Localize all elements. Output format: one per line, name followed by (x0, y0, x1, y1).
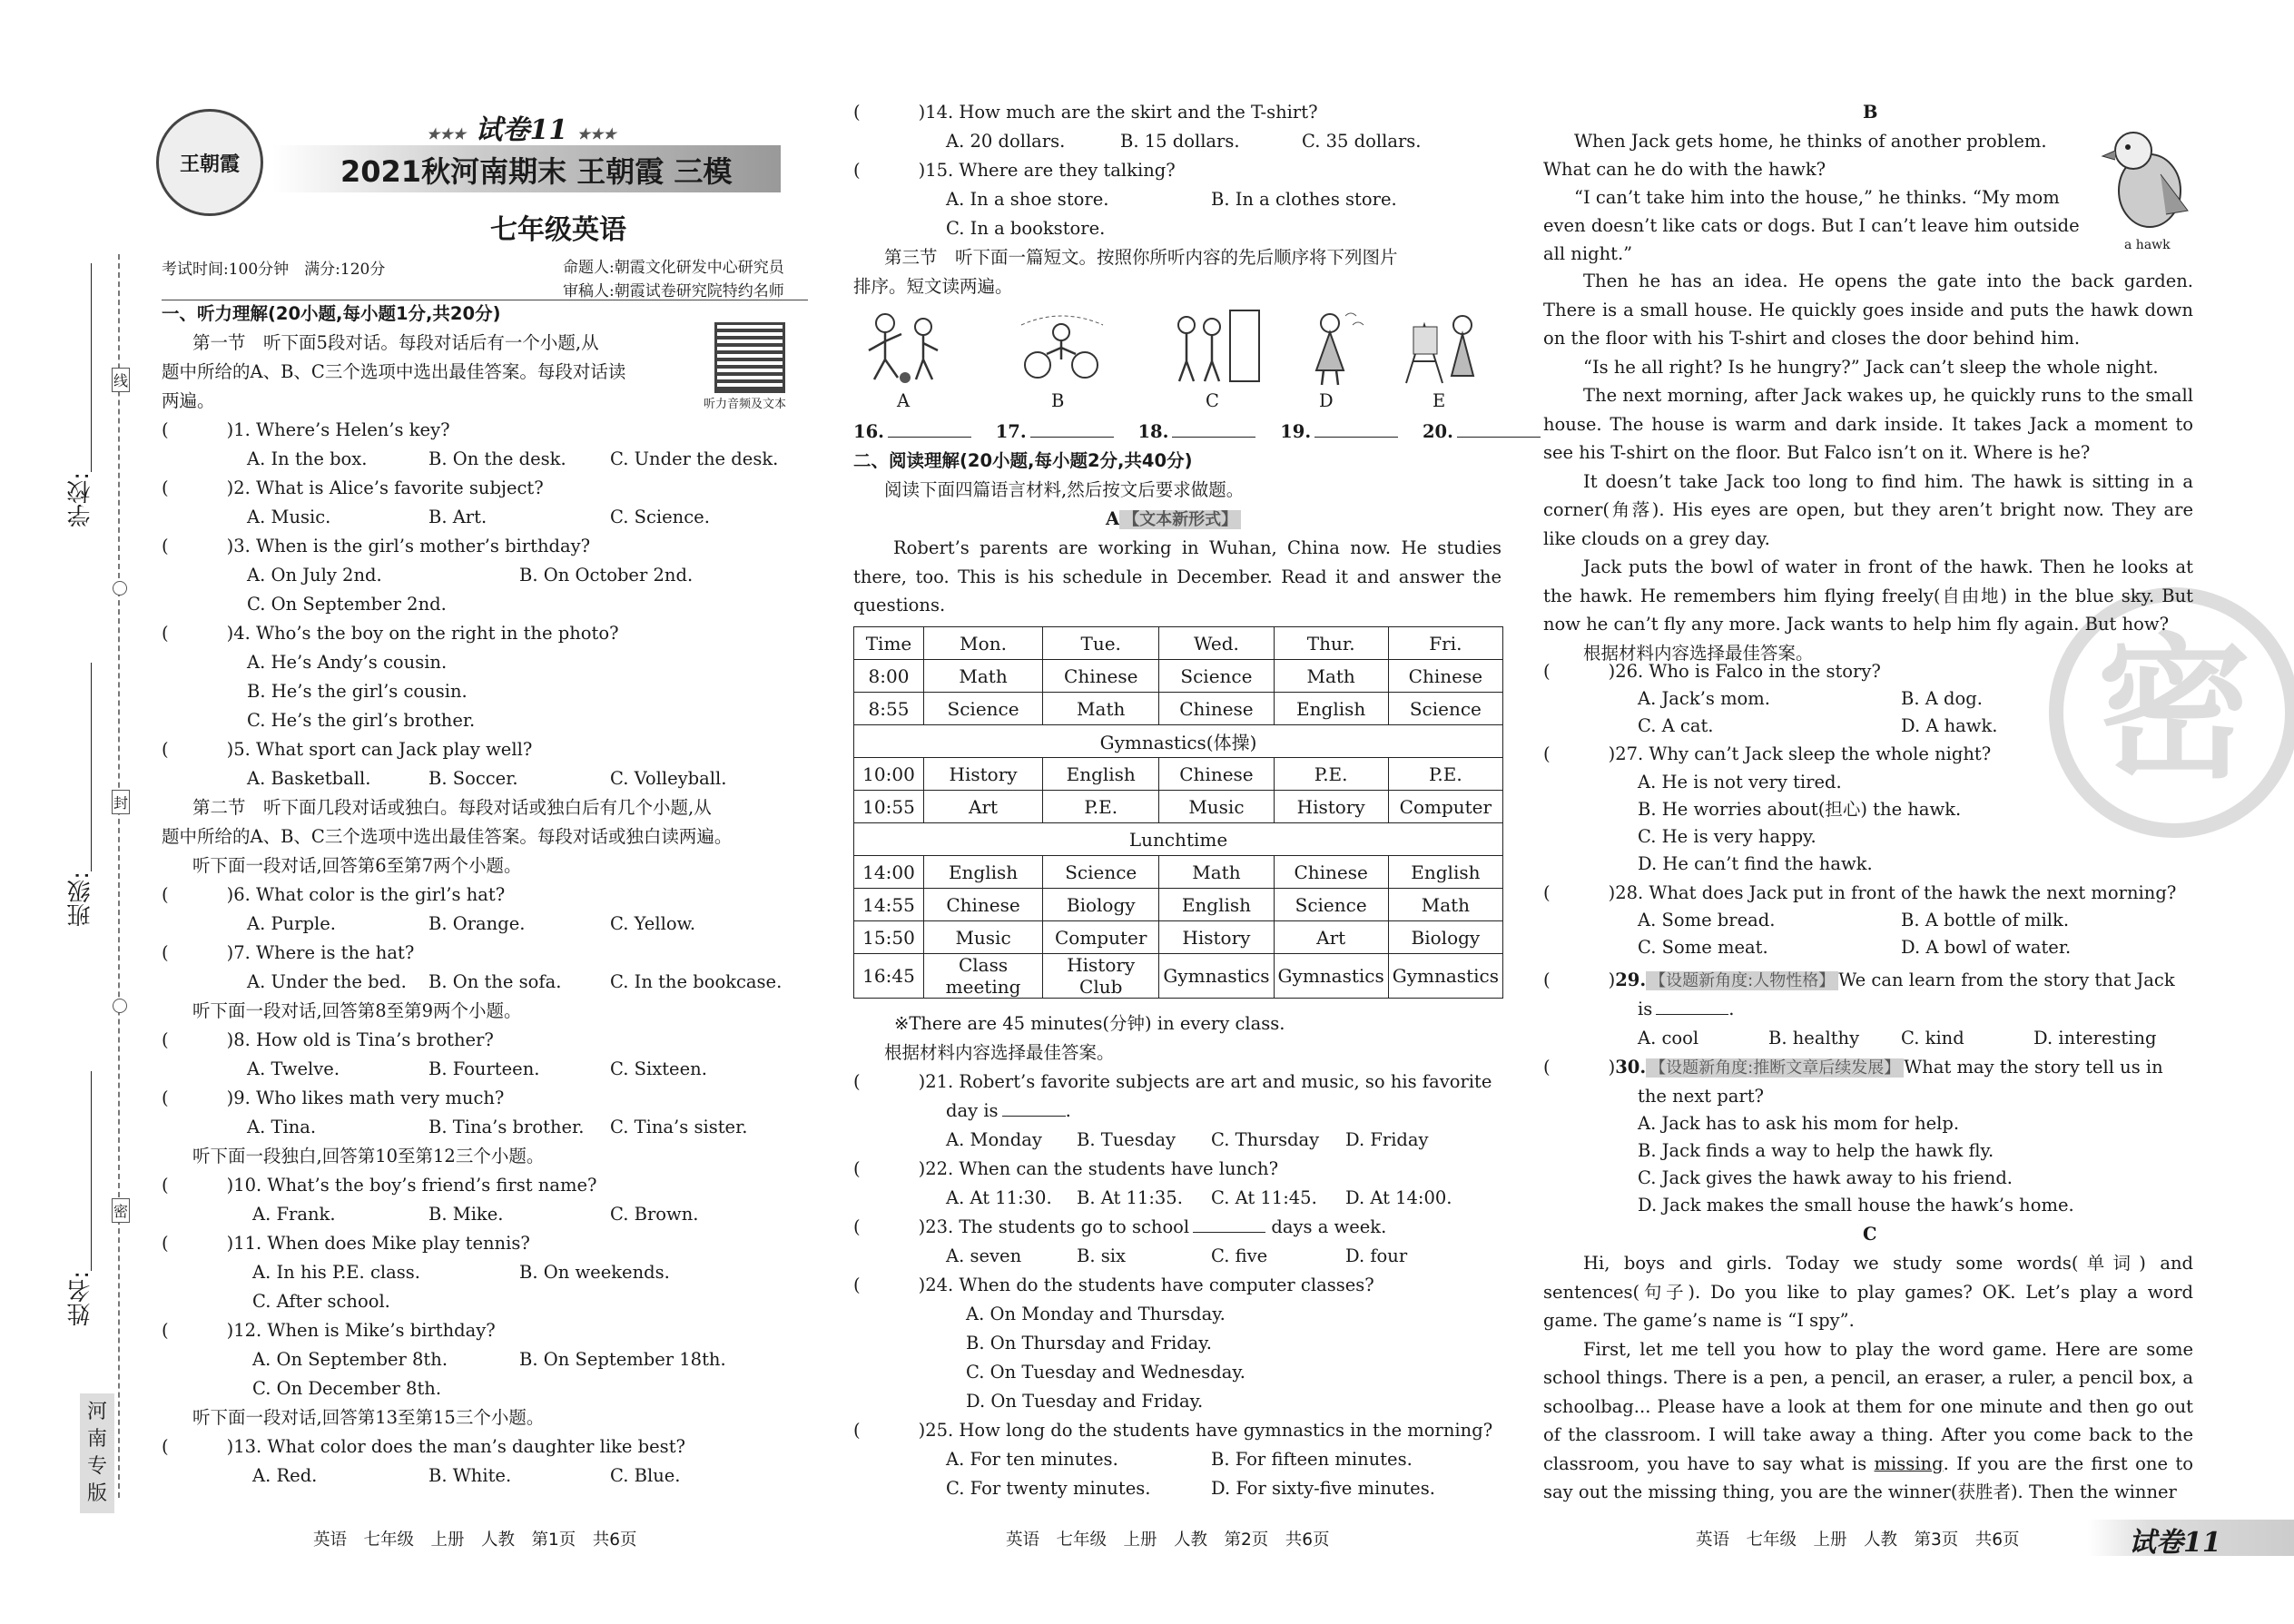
option: D. A hawk. (1901, 715, 1998, 736)
option: B. Mike. (428, 1204, 504, 1225)
table-cell: Chinese (1159, 758, 1274, 791)
option: A. Purple. (247, 913, 336, 934)
option: A. Tina. (247, 1117, 317, 1137)
sec2-intro: 题中所给的A、B、C三个选项中选出最佳答案。每段对话或独白读两遍。 (162, 826, 733, 847)
table-cell: Gymnastics (1274, 954, 1388, 999)
seal-char: 封 (112, 790, 130, 814)
brand-logo: 王朝霞 (156, 109, 263, 216)
option: A. Jack’s mom. (1638, 688, 1770, 709)
instruction: 根据材料内容选择最佳答案。 (1583, 642, 1814, 664)
table-header: Thur. (1274, 627, 1388, 660)
option: C. A cat. (1638, 715, 1714, 736)
option: A. cool (1638, 1028, 1699, 1048)
option: C. In the bookcase. (610, 971, 783, 992)
sec1-intro: 第一节 听下面5段对话。每段对话后有一个小题,从 (192, 332, 599, 353)
option: B. Soccer. (428, 768, 518, 789)
option: B. 15 dollars. (1120, 131, 1240, 152)
option: B. On September 18th. (519, 1349, 726, 1370)
option: D. A bowl of water. (1901, 937, 2072, 958)
table-cell: Class meeting (924, 954, 1043, 999)
exam-title: 2021秋河南期末 王朝霞 三模 (340, 154, 733, 189)
option: C. In a bookstore. (946, 218, 1106, 239)
question-3: ( )3. When is the girl’s mother’s birthday? (162, 536, 591, 556)
option: C. Volleyball. (610, 768, 727, 789)
option: B. On the desk. (428, 448, 566, 469)
qr-caption: 听力音频及文本 (704, 398, 787, 411)
option: A. Frank. (252, 1204, 336, 1225)
table-cell: Science (924, 693, 1043, 725)
question-26: ( )26. Who is Falco in the story? (1543, 661, 1881, 682)
table-cell: Math (1159, 856, 1274, 889)
option: C. At 11:45. (1211, 1187, 1317, 1208)
picture-label-c: C (1206, 390, 1219, 411)
option: A. Jack has to ask his mom for help. (1638, 1113, 1960, 1134)
option: B. On Thursday and Friday. (966, 1333, 1212, 1353)
part2-intro: 阅读下面四篇语言材料,然后按文后要求做题。 (884, 479, 1245, 500)
option: C. 35 dollars. (1302, 131, 1422, 152)
question-30-cont: the next part? (1638, 1086, 1764, 1107)
option: C. five (1211, 1245, 1268, 1266)
table-cell: English (1159, 889, 1274, 921)
option: B. In a clothes store. (1211, 189, 1397, 210)
option: D. four (1345, 1245, 1408, 1266)
table-cell: English (1274, 693, 1388, 725)
table-cell: Math (924, 660, 1043, 693)
passage-b-text: “I can’t take him into the house,” he thinks. “My mom (1574, 187, 2060, 208)
passage-c-label: C (1863, 1224, 1877, 1245)
option: B. On weekends. (519, 1262, 670, 1283)
option: C. Sixteen. (610, 1058, 707, 1079)
option: A. In a shoe store. (946, 189, 1109, 210)
passage-c-text: First, let me tell you how to play the word game. Here are some school things. There is a pen, a pencil, an eraser, a ruler, a pencil box, a schoolbag... Please have a look at them for one minute and then go out of the classroom. I will take away a thing. After you come back to the classroom, you have to say what is missing. If you are the first one to say out the missing thing, you are the winner(获胜者). Then the winner (1543, 1338, 2193, 1502)
table-cell: English (924, 856, 1043, 889)
line-char: 线 (112, 368, 130, 392)
paper-number: ★★★ 试卷11 ★★★ (427, 114, 616, 146)
table-cell: Math (1043, 693, 1159, 725)
class-label: 班级: (67, 871, 94, 927)
table-cell: Art (1274, 921, 1388, 954)
exam-subtitle: 七年级英语 (490, 214, 626, 246)
question-29-cont: is . (1638, 999, 1735, 1019)
table-cell: Biology (1043, 889, 1159, 921)
sub-instruction: 听下面一段对话,回答第8至第9两个小题。 (192, 1000, 522, 1021)
option: A. He’s Andy’s cousin. (247, 652, 448, 673)
option: C. On September 2nd. (247, 594, 447, 615)
question-24: ( )24. When do the students have computer classes? (853, 1275, 1374, 1295)
option: B. On the sofa. (428, 971, 562, 992)
hawk-caption: a hawk (2124, 238, 2171, 252)
question-21-cont: day is . (946, 1100, 1071, 1121)
option: B. For fifteen minutes. (1211, 1449, 1413, 1470)
option: A. Some bread. (1638, 910, 1776, 930)
option: B. healthy (1768, 1028, 1860, 1048)
option: D. interesting (2033, 1028, 2157, 1048)
question-tag: 【设题新角度:人物性格】 (1646, 971, 1838, 990)
question-8: ( )8. How old is Tina’s brother? (162, 1029, 494, 1050)
option: C. On Tuesday and Wednesday. (966, 1362, 1245, 1383)
option: C. Yellow. (610, 913, 696, 934)
sec2-intro: 第二节 听下面几段对话或独白。每段对话或独白后有几个小题,从 (192, 797, 712, 818)
option: B. Orange. (428, 913, 526, 934)
question-13: ( )13. What color does the man’s daughter like best? (162, 1436, 685, 1457)
table-cell: Gymnastics(体操) (854, 725, 1503, 758)
option: A. On Monday and Thursday. (966, 1304, 1226, 1324)
sec3-intro: 第三节 听下面一篇短文。按照你所听内容的先后顺序将下列图片 (884, 247, 1398, 268)
table-cell: 14:00 (854, 856, 924, 889)
passage-b-text: What can he do with the hawk? (1543, 159, 1826, 180)
option: C. Some meat. (1638, 937, 1768, 958)
table-cell: Art (924, 791, 1043, 823)
question-14: ( )14. How much are the skirt and the T-shirt? (853, 102, 1318, 123)
table-cell: Chinese (1388, 660, 1502, 693)
table-cell: Computer (1043, 921, 1159, 954)
option: C. kind (1901, 1028, 1964, 1048)
option: A. For ten minutes. (946, 1449, 1118, 1470)
option: A. 20 dollars. (946, 131, 1066, 152)
question-5: ( )5. What sport can Jack play well? (162, 739, 533, 760)
option: A. In his P.E. class. (252, 1262, 420, 1283)
option: B. Art. (428, 507, 487, 527)
table-cell: 14:55 (854, 889, 924, 921)
name-label: 姓名: (67, 1271, 94, 1326)
question-21: ( )21. Robert’s favorite subjects are art and music, so his favorite (853, 1071, 1492, 1092)
passage-b-text: “Is he all right? Is he hungry?” Jack can’t sleep the whole night. (1583, 356, 2159, 378)
table-cell: Science (1388, 693, 1502, 725)
question-28: ( )28. What does Jack put in front of the hawk the next morning? (1543, 882, 2177, 903)
question-29: ( )29. 【设题新角度:人物性格】 We can learn from the story that Jack (1543, 969, 2175, 990)
option: C. After school. (252, 1291, 390, 1312)
option: C. Science. (610, 507, 710, 527)
table-cell: P.E. (1043, 791, 1159, 823)
instruction: 根据材料内容选择最佳答案。 (884, 1042, 1115, 1063)
sec1-intro: 两遍。 (162, 390, 215, 411)
option: D. For sixty-five minutes. (1211, 1478, 1435, 1499)
table-cell: Science (1159, 660, 1274, 693)
table-cell: 8:00 (854, 660, 924, 693)
order-blanks: 16. 17. 18. 19. 20. (853, 418, 1541, 447)
table-header: Time (854, 627, 924, 660)
sub-instruction: 听下面一段对话,回答第13至第15三个小题。 (192, 1407, 545, 1428)
picture-label-a: A (897, 390, 911, 411)
option: B. Fourteen. (428, 1058, 540, 1079)
option: A. In the box. (247, 448, 368, 469)
option: B. A dog. (1901, 688, 1983, 709)
sub-instruction: 听下面一段对话,回答第6至第7两个小题。 (192, 855, 522, 876)
picture-label-d: D (1319, 390, 1334, 411)
picture-label-e: E (1433, 390, 1446, 411)
passage-b-label: B (1863, 102, 1878, 123)
passage-a-label: A 【文本新形式】 (1106, 505, 1241, 535)
passage-b-text: When Jack gets home, he thinks of another problem. (1574, 131, 2047, 152)
option: A. Under the bed. (247, 971, 407, 992)
table-cell: P.E. (1274, 758, 1388, 791)
option: D. Friday (1345, 1129, 1429, 1150)
table-header: Tue. (1043, 627, 1159, 660)
table-cell: Music (924, 921, 1043, 954)
table-header: Mon. (924, 627, 1043, 660)
table-cell: Chinese (1274, 856, 1388, 889)
question-2: ( )2. What is Alice’s favorite subject? (162, 477, 544, 498)
setter: 命题人:朝霞文化研发中心研究员 (563, 259, 784, 277)
option: A. Music. (247, 507, 331, 527)
option: B. A bottle of milk. (1901, 910, 2070, 930)
option: A. Monday (946, 1129, 1042, 1150)
edition-badge: 河南专版 (80, 1393, 114, 1513)
table-cell: Science (1274, 889, 1388, 921)
option: A. At 11:30. (946, 1187, 1052, 1208)
sec1-intro: 题中所给的A、B、C三个选项中选出最佳答案。每段对话读 (162, 361, 626, 382)
option: D. He can’t find the hawk. (1638, 853, 1873, 874)
question-10: ( )10. What’s the boy’s friend’s first name? (162, 1175, 597, 1196)
option: D. At 14:00. (1345, 1187, 1452, 1208)
option: A. Basketball. (247, 768, 371, 789)
footer-page-1: 英语 七年级 上册 人教 第1页 共6页 (313, 1530, 637, 1550)
table-cell: 15:50 (854, 921, 924, 954)
option: C. He is very happy. (1638, 826, 1816, 847)
question-22: ( )22. When can the students have lunch? (853, 1158, 1279, 1179)
option: C. He’s the girl’s brother. (247, 710, 476, 731)
option: C. Brown. (610, 1204, 699, 1225)
option: C. For twenty minutes. (946, 1478, 1151, 1499)
table-cell: Math (1274, 660, 1388, 693)
option: A. On July 2nd. (247, 565, 382, 586)
dense-char: 密 (112, 1198, 130, 1223)
option: B. six (1077, 1245, 1126, 1266)
reviewer: 审稿人:朝霞试卷研究院特约名师 (563, 282, 784, 300)
footer-page-2: 英语 七年级 上册 人教 第2页 共6页 (1006, 1530, 1330, 1550)
option: B. Jack finds a way to help the hawk fly. (1638, 1140, 1994, 1161)
question-12: ( )12. When is Mike’s birthday? (162, 1320, 496, 1341)
question-27: ( )27. Why can’t Jack sleep the whole night? (1543, 743, 1992, 764)
table-cell: Chinese (1159, 693, 1274, 725)
passage-a-intro: Robert’s parents are working in Wuhan, China now. He studies there, too. This is his schedule in December. Read it and answer the questions. (853, 537, 1501, 615)
exam-time: 考试时间:100分钟 满分:120分 (162, 261, 386, 279)
passage-b-text: Then he has an idea. He opens the gate into the back garden. There is a small house. He quickly goes inside and puts the hawk down on the floor with his T-shirt and closes the door behind him. (1543, 271, 2193, 349)
option: C. Blue. (610, 1465, 681, 1486)
footer-paper-number: 试卷11 (2129, 1527, 2221, 1559)
option: C. Under the desk. (610, 448, 779, 469)
option: A. Red. (252, 1465, 318, 1486)
part2-heading: 二、阅读理解(20小题,每小题2分,共40分) (853, 450, 1193, 471)
option: B. Tina’s brother. (428, 1117, 585, 1137)
option: A. Twelve. (247, 1058, 340, 1079)
table-cell: Music (1159, 791, 1274, 823)
part1-heading: 一、听力理解(20小题,每小题1分,共20分) (162, 303, 501, 324)
table-cell: P.E. (1388, 758, 1502, 791)
table-note: ※There are 45 minutes(分钟) in every class. (894, 1013, 1285, 1034)
option: D. On Tuesday and Friday. (966, 1391, 1204, 1412)
option: C. Tina’s sister. (610, 1117, 748, 1137)
option: B. Tuesday (1077, 1129, 1176, 1150)
table-cell: History Club (1043, 954, 1159, 999)
table-cell: Gymnastics (1159, 954, 1274, 999)
table-header: Wed. (1159, 627, 1274, 660)
table-cell: Chinese (1043, 660, 1159, 693)
passage-b-text: even doesn’t like cats or dogs. But I can’t leave him outside (1543, 215, 2080, 236)
table-cell: English (1388, 856, 1502, 889)
passage-tag: 【文本新形式】 (1119, 510, 1241, 529)
passage-b-text: The next morning, after Jack wakes up, he quickly runs to the small house. The house is warm and dark inside. It takes Jack a moment to see his T-shirt on the floor. But Falco isn’t on it. Where is he? (1543, 385, 2193, 463)
svg-text:密: 密 (2096, 620, 2252, 800)
table-cell: Lunchtime (854, 823, 1503, 856)
table-cell: English (1043, 758, 1159, 791)
table-cell: Gymnastics (1388, 954, 1502, 999)
option: A. He is not very tired. (1638, 772, 1842, 792)
question-6: ( )6. What color is the girl’s hat? (162, 884, 506, 905)
question-23: ( )23. The students go to school days a week. (853, 1216, 1387, 1237)
question-30: ( )30. 【设题新角度:推断文章后续发展】 What may the story tell us in (1543, 1057, 2163, 1078)
option: C. Thursday (1211, 1129, 1320, 1150)
passage-b-text: Jack puts the bowl of water in front of the hawk. Then he looks at the hawk. He remembers him flying freely(自由地) in the blue sky. But now he can’t fly any more. Jack wants to help him fly again. But how? (1543, 556, 2193, 635)
passage-b-text: all night.” (1543, 243, 1633, 264)
table-cell: History (924, 758, 1043, 791)
question-1: ( )1. Where’s Helen’s key? (162, 419, 450, 440)
school-label: 学校: (67, 472, 94, 527)
table-cell: Computer (1388, 791, 1502, 823)
footer-page-3: 英语 七年级 上册 人教 第3页 共6页 (1696, 1530, 2020, 1550)
table-cell: 16:45 (854, 954, 924, 999)
question-25: ( )25. How long do the students have gymnastics in the morning? (853, 1420, 1493, 1441)
passage-c-text: Hi, boys and girls. Today we study some words(单词) and sentences(句子). Do you like to play games? OK. Let’s play a word game. The game’s name is “I spy”. (1543, 1253, 2193, 1331)
table-cell: Math (1388, 889, 1502, 921)
question-9: ( )9. Who likes math very much? (162, 1088, 505, 1108)
sub-instruction: 听下面一段独白,回答第10至第12三个小题。 (192, 1146, 545, 1166)
option: C. Jack gives the hawk away to his friend. (1638, 1167, 2013, 1188)
table-cell: Chinese (924, 889, 1043, 921)
option: A. seven (946, 1245, 1022, 1266)
table-cell: 8:55 (854, 693, 924, 725)
question-tag: 【设题新角度:推断文章后续发展】 (1646, 1058, 1904, 1078)
table-cell: 10:00 (854, 758, 924, 791)
question-4: ( )4. Who’s the boy on the right in the photo? (162, 623, 619, 644)
passage-b-text: It doesn’t take Jack too long to find him. The hawk is sitting in a corner(角落). His eyes are open, but they aren’t bright now. They are like clouds on a grey day. (1543, 470, 2193, 549)
table-cell: History (1274, 791, 1388, 823)
question-15: ( )15. Where are they talking? (853, 160, 1176, 181)
option: B. At 11:35. (1077, 1187, 1183, 1208)
table-header: Fri. (1388, 627, 1502, 660)
option: C. On December 8th. (252, 1378, 442, 1399)
picture-label-b: B (1051, 390, 1065, 411)
option: B. He’s the girl’s cousin. (247, 681, 468, 702)
option: B. White. (428, 1465, 512, 1486)
option: B. On October 2nd. (519, 565, 694, 586)
table-cell: Biology (1388, 921, 1502, 954)
question-11: ( )11. When does Mike play tennis? (162, 1233, 530, 1254)
option: D. Jack makes the small house the hawk’s home. (1638, 1195, 2074, 1216)
sec3-intro: 排序。短文读两遍。 (853, 276, 1013, 297)
option: A. On September 8th. (252, 1349, 448, 1370)
option: B. He worries about(担心) the hawk. (1638, 799, 1962, 820)
table-cell: 10:55 (854, 791, 924, 823)
table-cell: History (1159, 921, 1274, 954)
table-cell: Science (1043, 856, 1159, 889)
question-7: ( )7. Where is the hat? (162, 942, 415, 963)
